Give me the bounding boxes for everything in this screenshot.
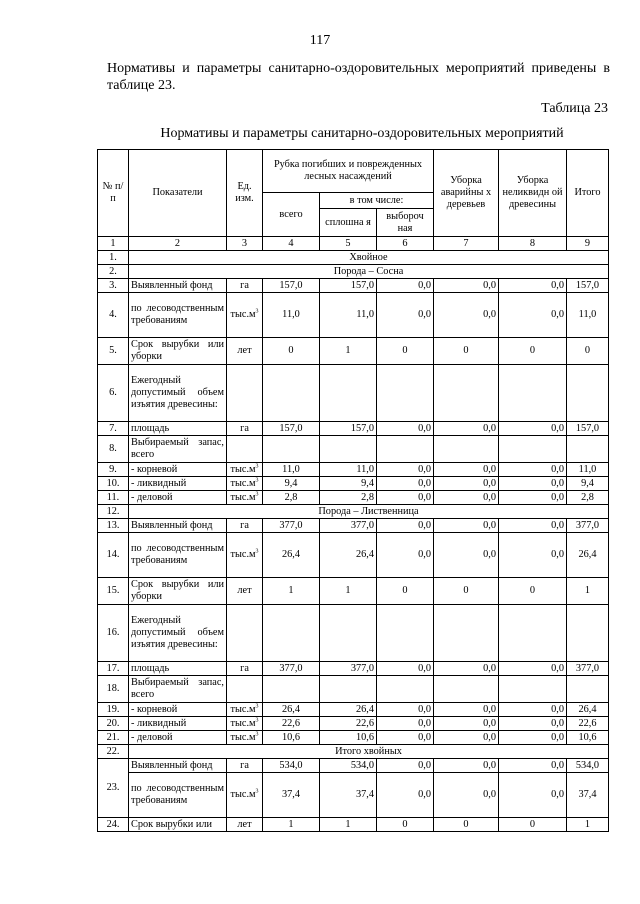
row-number: 15. — [98, 578, 129, 605]
indicator-cell: Выбираемый запас, всего — [129, 436, 227, 463]
value-cell — [567, 436, 609, 463]
header-indicator: Показатели — [129, 150, 227, 237]
indicator-cell: - деловой — [129, 491, 227, 505]
indicator-cell: - корневой — [129, 463, 227, 477]
table-row — [98, 338, 609, 365]
section-row — [98, 265, 609, 279]
unit-text: га — [240, 519, 249, 531]
value-cell: 377,0 — [263, 662, 320, 676]
value-cell: 22,6 — [263, 717, 320, 731]
col-number: 4 — [263, 237, 320, 251]
page-number: 117 — [309, 33, 331, 48]
table-row — [98, 676, 609, 703]
row-number: 20. — [98, 717, 129, 731]
value-cell: 0,0 — [499, 519, 567, 533]
value-cell: 2,8 — [263, 491, 320, 505]
col-number: 3 — [227, 237, 263, 251]
unit-cell — [227, 463, 263, 477]
table-row — [98, 279, 609, 293]
value-cell: 0,0 — [377, 422, 434, 436]
value-cell — [377, 605, 434, 662]
value-cell: 2,8 — [567, 491, 609, 505]
unit-superscript: 3 — [255, 308, 259, 315]
value-cell: 0,0 — [434, 773, 499, 818]
section-row — [98, 505, 609, 519]
value-cell: 0,0 — [499, 662, 567, 676]
row-number: 14. — [98, 533, 129, 578]
indicator-cell: площадь — [129, 662, 227, 676]
indicator-cell: Срок вырубки или — [129, 818, 227, 832]
table-row — [98, 519, 609, 533]
unit-text: тыс.м — [230, 491, 256, 503]
value-cell — [320, 436, 377, 463]
indicator-cell: Выявленный фонд — [129, 519, 227, 533]
indicator-cell: - корневой — [129, 703, 227, 717]
value-cell: 157,0 — [567, 279, 609, 293]
value-cell: 11,0 — [263, 293, 320, 338]
value-cell — [263, 365, 320, 422]
unit-cell — [227, 477, 263, 491]
value-cell — [377, 676, 434, 703]
value-cell: 26,4 — [320, 703, 377, 717]
unit-superscript: 3 — [255, 717, 259, 724]
value-cell: 0,0 — [499, 279, 567, 293]
unit-cell — [227, 662, 263, 676]
value-cell: 0,0 — [499, 491, 567, 505]
value-cell — [434, 676, 499, 703]
value-cell — [499, 605, 567, 662]
row-number: 17. — [98, 662, 129, 676]
value-cell — [499, 676, 567, 703]
indicator-cell: Срок вырубки или уборки — [129, 338, 227, 365]
value-cell: 26,4 — [567, 703, 609, 717]
value-cell — [320, 676, 377, 703]
col-number: 2 — [129, 237, 227, 251]
value-cell: 0,0 — [499, 463, 567, 477]
value-cell: 0,0 — [377, 731, 434, 745]
header-including: в том числе: — [320, 193, 434, 209]
indicator-cell: по лесоводственным требованиям — [129, 533, 227, 578]
value-cell: 0,0 — [434, 662, 499, 676]
row-number: 8. — [98, 436, 129, 463]
unit-text: лет — [237, 345, 252, 356]
value-cell: 377,0 — [567, 662, 609, 676]
value-cell: 157,0 — [263, 279, 320, 293]
norms-table-container — [97, 149, 609, 832]
value-cell: 0,0 — [434, 703, 499, 717]
row-number: 11. — [98, 491, 129, 505]
indicator-cell: по лесоводственным требованиям — [129, 773, 227, 818]
header-total-sub: всего — [263, 193, 320, 237]
row-number: 22. — [98, 745, 129, 759]
value-cell: 0,0 — [499, 422, 567, 436]
col-number: 6 — [377, 237, 434, 251]
value-cell: 0,0 — [499, 293, 567, 338]
row-number: 6. — [98, 365, 129, 422]
header-emergency: Уборка аварийны х деревьев — [434, 150, 499, 237]
value-cell: 0 — [434, 578, 499, 605]
table-label: Таблица 23 — [541, 101, 608, 116]
table-row — [98, 662, 609, 676]
indicator-cell: - ликвидный — [129, 717, 227, 731]
row-number: 10. — [98, 477, 129, 491]
row-number: 18. — [98, 676, 129, 703]
row-number: 4. — [98, 293, 129, 338]
value-cell: 11,0 — [320, 463, 377, 477]
indicator-cell: Ежегодный допустимый объем изъятия древесины: — [129, 605, 227, 662]
unit-cell — [227, 818, 263, 832]
value-cell: 11,0 — [263, 463, 320, 477]
value-cell: 22,6 — [567, 717, 609, 731]
value-cell: 1 — [320, 338, 377, 365]
value-cell: 157,0 — [567, 422, 609, 436]
table-row — [98, 491, 609, 505]
row-number: 7. — [98, 422, 129, 436]
unit-text: лет — [237, 585, 252, 596]
value-cell: 0,0 — [377, 293, 434, 338]
value-cell: 0 — [499, 338, 567, 365]
value-cell: 534,0 — [320, 759, 377, 773]
indicator-cell: Выявленный фонд — [129, 759, 227, 773]
value-cell: 9,4 — [263, 477, 320, 491]
value-cell: 0,0 — [377, 717, 434, 731]
table-row — [98, 293, 609, 338]
value-cell: 0,0 — [377, 279, 434, 293]
row-number: 16. — [98, 605, 129, 662]
table-row — [98, 463, 609, 477]
unit-cell — [227, 279, 263, 293]
value-cell: 0,0 — [377, 491, 434, 505]
value-cell: 0,0 — [434, 463, 499, 477]
indicator-cell: Выбираемый запас, всего — [129, 676, 227, 703]
intro-paragraph: Нормативы и параметры санитарно-оздоровительных мероприятий приведены в таблице 23. — [107, 61, 610, 93]
table-row — [98, 759, 609, 773]
value-cell: 0 — [567, 338, 609, 365]
unit-superscript: 3 — [255, 463, 259, 470]
value-cell: 26,4 — [567, 533, 609, 578]
unit-text: тыс.м — [230, 703, 256, 715]
header-clear: сплошна я — [320, 209, 377, 237]
header-unit: Ед. изм. — [227, 150, 263, 237]
unit-text: тыс.м — [230, 477, 256, 489]
value-cell: 0,0 — [377, 519, 434, 533]
indicator-cell: Выявленный фонд — [129, 279, 227, 293]
row-number: 5. — [98, 338, 129, 365]
row-number: 12. — [98, 505, 129, 519]
value-cell: 0 — [377, 338, 434, 365]
value-cell: 534,0 — [263, 759, 320, 773]
unit-cell — [227, 717, 263, 731]
unit-text: га — [240, 759, 249, 771]
value-cell: 0 — [499, 818, 567, 832]
header-felling: Рубка погибших и поврежденных лесных насаждений — [263, 150, 434, 193]
value-cell: 0,0 — [499, 717, 567, 731]
col-number: 8 — [499, 237, 567, 251]
value-cell: 0,0 — [499, 533, 567, 578]
value-cell: 1 — [567, 818, 609, 832]
value-cell — [434, 365, 499, 422]
table-row — [98, 578, 609, 605]
value-cell: 1 — [320, 578, 377, 605]
unit-superscript: 3 — [255, 491, 259, 498]
value-cell: 0,0 — [499, 773, 567, 818]
value-cell: 9,4 — [320, 477, 377, 491]
table-row — [98, 533, 609, 578]
value-cell — [377, 365, 434, 422]
unit-cell — [227, 365, 263, 422]
unit-text: лет — [237, 818, 252, 830]
row-number: 21. — [98, 731, 129, 745]
row-number: 24. — [98, 818, 129, 832]
unit-text: тыс.м — [230, 731, 256, 743]
header-grand-total: Итого — [567, 150, 609, 237]
value-cell: 0,0 — [377, 773, 434, 818]
value-cell: 11,0 — [567, 293, 609, 338]
value-cell — [567, 676, 609, 703]
value-cell: 1 — [263, 578, 320, 605]
section-row — [98, 251, 609, 265]
unit-text: тыс.м — [230, 463, 256, 475]
value-cell: 157,0 — [263, 422, 320, 436]
indicator-cell: Срок вырубки или уборки — [129, 578, 227, 605]
row-number: 2. — [98, 265, 129, 279]
value-cell: 0,0 — [434, 279, 499, 293]
unit-cell — [227, 293, 263, 338]
value-cell: 0 — [434, 818, 499, 832]
norms-table — [97, 149, 609, 832]
unit-text: тыс.м — [230, 789, 256, 800]
indicator-cell: площадь — [129, 422, 227, 436]
unit-text: га — [240, 279, 249, 291]
table-title: Нормативы и параметры санитарно-оздоровительных мероприятий — [160, 126, 564, 141]
value-cell: 26,4 — [263, 703, 320, 717]
value-cell: 157,0 — [320, 422, 377, 436]
col-number: 9 — [567, 237, 609, 251]
value-cell: 1 — [320, 818, 377, 832]
table-row — [98, 365, 609, 422]
unit-superscript: 3 — [255, 477, 259, 484]
indicator-cell: по лесоводственным требованиям — [129, 293, 227, 338]
section-row — [98, 745, 609, 759]
unit-cell — [227, 338, 263, 365]
value-cell: 0 — [377, 578, 434, 605]
value-cell: 0,0 — [377, 533, 434, 578]
value-cell: 0 — [499, 578, 567, 605]
unit-cell — [227, 533, 263, 578]
unit-cell — [227, 436, 263, 463]
value-cell — [499, 436, 567, 463]
unit-cell — [227, 759, 263, 773]
value-cell: 0,0 — [377, 759, 434, 773]
indicator-cell: - деловой — [129, 731, 227, 745]
value-cell: 157,0 — [320, 279, 377, 293]
value-cell: 0,0 — [434, 731, 499, 745]
unit-text: тыс.м — [230, 717, 256, 729]
table-row — [98, 818, 609, 832]
value-cell: 0,0 — [434, 519, 499, 533]
value-cell: 0,0 — [377, 477, 434, 491]
value-cell: 377,0 — [320, 662, 377, 676]
value-cell: 10,6 — [567, 731, 609, 745]
row-number: 9. — [98, 463, 129, 477]
value-cell — [499, 365, 567, 422]
value-cell: 0,0 — [499, 703, 567, 717]
unit-cell — [227, 703, 263, 717]
value-cell — [567, 605, 609, 662]
value-cell: 0 — [434, 338, 499, 365]
row-number: 23. — [98, 759, 129, 818]
table-row — [98, 717, 609, 731]
value-cell: 0,0 — [434, 491, 499, 505]
value-cell — [263, 605, 320, 662]
value-cell: 10,6 — [320, 731, 377, 745]
value-cell — [320, 605, 377, 662]
row-number: 1. — [98, 251, 129, 265]
table-row — [98, 703, 609, 717]
value-cell: 0,0 — [499, 759, 567, 773]
value-cell — [434, 605, 499, 662]
col-number: 1 — [98, 237, 129, 251]
value-cell: 37,4 — [567, 773, 609, 818]
value-cell: 534,0 — [567, 759, 609, 773]
value-cell: 0,0 — [434, 717, 499, 731]
value-cell: 22,6 — [320, 717, 377, 731]
value-cell — [434, 436, 499, 463]
value-cell — [263, 676, 320, 703]
table-row — [98, 731, 609, 745]
value-cell: 0,0 — [499, 477, 567, 491]
row-number: 13. — [98, 519, 129, 533]
value-cell: 0,0 — [377, 463, 434, 477]
value-cell: 0,0 — [434, 422, 499, 436]
unit-text: тыс.м — [230, 309, 256, 320]
value-cell: 0,0 — [434, 533, 499, 578]
value-cell: 2,8 — [320, 491, 377, 505]
col-number: 7 — [434, 237, 499, 251]
section-title: Хвойное — [129, 251, 609, 265]
value-cell — [567, 365, 609, 422]
value-cell: 377,0 — [567, 519, 609, 533]
value-cell: 377,0 — [320, 519, 377, 533]
value-cell: 0,0 — [499, 731, 567, 745]
section-title: Порода – Сосна — [129, 265, 609, 279]
value-cell: 0,0 — [434, 759, 499, 773]
unit-cell — [227, 491, 263, 505]
unit-text: га — [240, 662, 249, 674]
row-number: 19. — [98, 703, 129, 717]
table-row — [98, 605, 609, 662]
unit-cell — [227, 676, 263, 703]
indicator-cell: Ежегодный допустимый объем изъятия древесины: — [129, 365, 227, 422]
value-cell: 0 — [377, 818, 434, 832]
value-cell: 11,0 — [320, 293, 377, 338]
value-cell: 10,6 — [263, 731, 320, 745]
unit-superscript: 3 — [255, 703, 259, 710]
value-cell: 0,0 — [377, 703, 434, 717]
value-cell — [377, 436, 434, 463]
indicator-cell: - ликвидный — [129, 477, 227, 491]
value-cell: 1 — [567, 578, 609, 605]
value-cell — [263, 436, 320, 463]
header-illiquid: Уборка неликвидн ой древесины — [499, 150, 567, 237]
value-cell: 37,4 — [320, 773, 377, 818]
unit-cell — [227, 731, 263, 745]
col-number: 5 — [320, 237, 377, 251]
table-row — [98, 477, 609, 491]
value-cell: 11,0 — [567, 463, 609, 477]
value-cell: 26,4 — [320, 533, 377, 578]
value-cell: 9,4 — [567, 477, 609, 491]
value-cell: 0,0 — [377, 662, 434, 676]
unit-cell — [227, 422, 263, 436]
table-row — [98, 422, 609, 436]
value-cell: 0 — [263, 338, 320, 365]
unit-text: га — [240, 422, 249, 434]
section-title: Порода – Лиственница — [129, 505, 609, 519]
value-cell — [320, 365, 377, 422]
value-cell: 1 — [263, 818, 320, 832]
value-cell: 37,4 — [263, 773, 320, 818]
header-num: № п/п — [98, 150, 129, 237]
table-row — [98, 773, 609, 818]
unit-cell — [227, 773, 263, 818]
unit-text: тыс.м — [230, 549, 256, 560]
value-cell: 377,0 — [263, 519, 320, 533]
unit-cell — [227, 519, 263, 533]
unit-superscript: 3 — [255, 731, 259, 738]
header-selective: выбороч ная — [377, 209, 434, 237]
table-row — [98, 436, 609, 463]
unit-superscript: 3 — [255, 548, 259, 555]
unit-cell — [227, 605, 263, 662]
row-number: 3. — [98, 279, 129, 293]
unit-superscript: 3 — [255, 788, 259, 795]
section-title: Итого хвойных — [129, 745, 609, 759]
unit-cell — [227, 578, 263, 605]
value-cell: 0,0 — [434, 477, 499, 491]
value-cell: 26,4 — [263, 533, 320, 578]
value-cell: 0,0 — [434, 293, 499, 338]
